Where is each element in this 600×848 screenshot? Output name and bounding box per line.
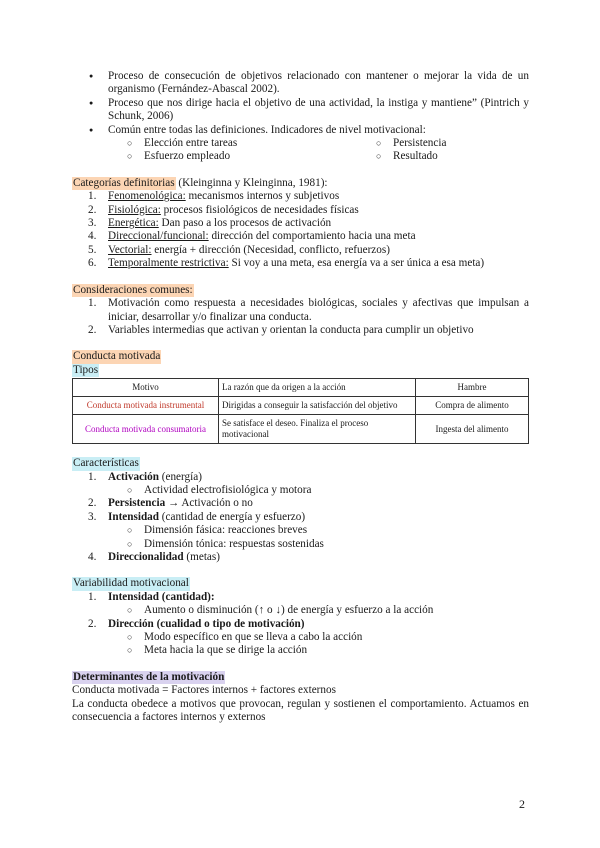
caracteristicas-list-cont: [72, 497, 529, 524]
sub-item: ○ Dimensión tónica: respuestas sostenidas: [72, 538, 529, 551]
table-cell: Conducta motivada instrumental: [73, 397, 219, 415]
list-item: 6. Temporalmente restrictiva: Si voy a una meta, esa energía va a ser única a esa meta): [88, 257, 485, 270]
subsection-title: Variabilidad motivacional: [73, 577, 189, 590]
list-item: 3. Intensidad (cantidad de energía y esfuerzo): [88, 510, 306, 523]
indicator-row: [72, 150, 529, 163]
consideraciones-heading: [72, 284, 529, 297]
list-item: ● Proceso que nos dirige hacia el objetivo de una actividad, la instiga y mantiene” (Pintrich y Schunk, 2006): [72, 97, 529, 124]
tipos-heading: [72, 364, 529, 377]
variabilidad-list-cont: [72, 618, 529, 631]
table-header: La razón que da origen a la acción: [219, 379, 416, 397]
indicator-item: ○ Elección entre tareas: [72, 137, 374, 150]
list-item: 4. Direccional/funcional: dirección del comportamiento hacia una meta: [88, 230, 416, 243]
variabilidad-list: [72, 591, 529, 604]
sub-item: ○ Meta hacia la que se dirige la acción: [72, 644, 529, 657]
intro-list: [72, 70, 529, 137]
list-item: 1. Activación (energía): [88, 470, 202, 483]
indicator-item: ○ Resultado: [374, 150, 438, 163]
indicator-row: [72, 137, 529, 150]
table-row: [73, 397, 529, 415]
sub-item: ○ Dimensión fásica: reacciones breves: [72, 524, 529, 537]
table-cell: Compra de alimento: [416, 397, 529, 415]
list-item: 2. Fisiológica: procesos fisiológicos de necesidades físicas: [88, 203, 359, 216]
subsection-title: Tipos: [73, 363, 99, 376]
list-item: ● Común entre todas las definiciones. Indicadores de nivel motivacional:: [72, 124, 529, 137]
list-item: 1. Intensidad (cantidad):: [88, 590, 215, 603]
list-item: 3. Energética: Dan paso a los procesos de activación: [88, 217, 332, 230]
list-item: 4. Direccionalidad (metas): [88, 550, 220, 563]
tipos-table: [72, 378, 529, 444]
variabilidad-heading: [72, 577, 529, 590]
sub-item: ○ Aumento o disminución (↑ o ↓) de energía y esfuerzo a la acción: [72, 604, 529, 617]
consideraciones-list: [72, 297, 529, 337]
caracteristicas-list: [72, 471, 529, 484]
document-page: [72, 70, 529, 724]
section-title: Categorías definitorias: [73, 176, 175, 189]
section-title: Conducta motivada: [73, 350, 161, 363]
caracteristicas-heading: [72, 457, 529, 470]
indicator-item: ○ Esfuerzo empleado: [72, 150, 374, 163]
list-item: 1. Motivación como respuesta a necesidades biológicas, sociales y afectivas que impulsan a iniciar, desarrollar y/o finalizar una conducta.: [88, 297, 529, 323]
table-cell: Se satisface el deseo. Finaliza el proceso motivacional: [219, 415, 416, 444]
table-cell: Conducta motivada consumatoria: [73, 415, 219, 444]
table-header: Hambre: [416, 379, 529, 397]
paragraph: Conducta motivada = Factores internos + factores externos: [72, 684, 336, 697]
indicator-item: ○ Persistencia: [374, 137, 446, 150]
list-item: 2. Variables intermedias que activan y orientan la conducta para cumplir un objetivo: [88, 323, 474, 336]
determinantes-heading: [72, 671, 529, 684]
list-item: 2. Dirección (cualidad o tipo de motivación): [88, 617, 305, 630]
page-number: 2: [519, 797, 525, 811]
table-header-row: [73, 379, 529, 397]
section-title: Determinantes de la motivación: [73, 670, 225, 683]
paragraph: La conducta obedece a motivos que provocan, regulan y sostienen el comportamiento. Actuamos en consecuencia a factores internos y externos: [72, 697, 529, 724]
table-header: Motivo: [73, 379, 219, 397]
list-item: 5. Vectorial: energía + dirección (Necesidad, conflicto, refuerzos): [88, 243, 390, 256]
subsection-title: Características: [73, 457, 139, 470]
categorias-heading: [72, 177, 529, 190]
table-cell: Dirigidas a conseguir la satisfacción del objetivo: [219, 397, 416, 415]
citation: (Kleinginna y Kleinginna, 1981):: [175, 176, 328, 189]
sub-item: ○ Modo específico en que se lleva a cabo la acción: [72, 631, 529, 644]
list-item: 1. Fenomenológica: mecanismos internos y subjetivos: [88, 190, 340, 203]
categorias-list: [72, 190, 529, 270]
caracteristicas-list-cont: [72, 551, 529, 564]
section-title: Consideraciones comunes:: [73, 283, 193, 296]
list-item: ● Proceso de consecución de objetivos relacionado con mantener o mejorar la vida de un organismo (Fernández-Abascal 2002).: [72, 70, 529, 97]
table-cell: Ingesta del alimento: [416, 415, 529, 444]
table-row: [73, 415, 529, 444]
list-item: 2. Persistencia → Activación o no: [88, 497, 253, 510]
sub-item: ○ Actividad electrofisiológica y motora: [72, 484, 529, 497]
conducta-heading: [72, 350, 529, 363]
